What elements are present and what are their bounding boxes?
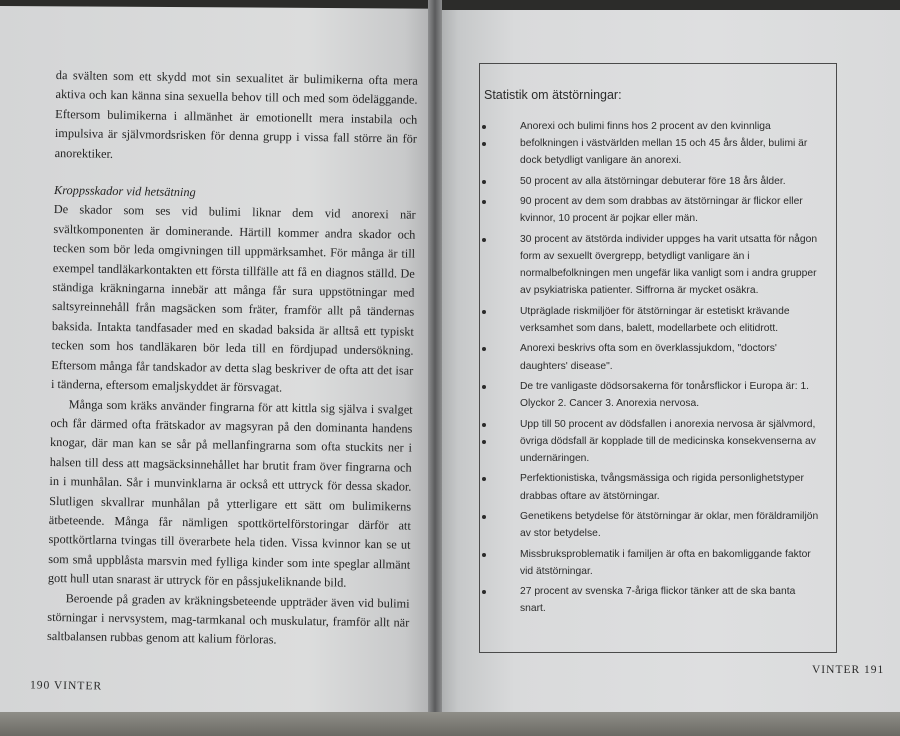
list-item: De tre vanligaste dödsorsakerna för tonårsflickor i Europa är: 1. Olyckor 2. Cancer 3. Anorexia nervosa. [480,378,820,412]
list-item: Missbruksproblematik i familjen är ofta en bakomliggande faktor vid ätstörningar. [480,546,820,580]
bullet-icon [482,238,486,242]
bullet-icon [482,347,486,351]
book-gutter [428,0,442,736]
bullet-icon [482,590,486,594]
paragraph-body: Många som kräks använder fingrarna för att kittla sig själva i svalget och får därmed ofta frätskador av magsyran på den dominanta handens knogar, där man kan se sår på mellanfingrarna som ofta stuckits ner i halsen till dess att magsäcksinnehållet har brutit fram över fingrarna och in i munhålan. Sår i munvinklarna är också ett uttryck för dessa skador. Slutligen skvallrar munhålan på ytterligare ett sätt om bulimikerns ätbeteende. Många får nämligen spottkörtelförstoringar därför att spottkörtlarna tvingas till överarbete hela tiden. Vissa kvinnor kan se ut som små uppblåsta marsvin med fylliga kinder som inte speglar allmänt gott hull utan snarast är uttryck för en påssjukeliknande bild. [47,396,413,590]
bullet-icon [482,440,486,444]
paragraph-continuation: da svälten som ett skydd mot sin sexualitet är bulimikerna ofta mera aktiva och kan känna sina sexuella behov till och med som ödeläggande. Eftersom bulimikerna i allmänhet är emotionellt mera instabila och impulsiva är självmordsrisken för denna grupp i vissa fall större än för anorektiker. [54,67,418,161]
left-page-text [47,66,418,652]
bullet-icon [482,125,486,129]
list-item: 27 procent av svenska 7-åriga flickor tänker att de ska banta snart. [480,583,820,617]
bullet-icon [482,180,486,184]
list-item: Upp till 50 procent av dödsfallen i anorexia nervosa är självmord, övriga dödsfall är kopplade till de medicinska konsekvenserna av undernäringen. [480,416,820,468]
bullet-icon [482,385,486,389]
bullet-icon [482,515,486,519]
list-item: 50 procent av alla ätstörningar debuterar före 18 års ålder. [480,173,820,190]
list-item: 30 procent av ätstörda individer uppges ha varit utsatta för någon form av sexuellt övergrepp, betydligt vanligare än i normalbefolkningen men ungefär lika vanligt som i andra grupper av psykiatriska patienter. Siffrorna är mycket osäkra. [480,231,820,300]
statistics-box-title: Statistik om ätstörningar: [484,88,622,102]
bullet-icon [482,553,486,557]
left-page-footer: 190 VINTER [29,679,103,693]
bullet-icon [482,423,486,427]
list-item: 90 procent av dem som drabbas av ätstörningar är flickor eller kvinnor, 10 procent är pojkar eller män. [480,193,820,227]
table-surface [0,712,900,736]
list-item: Anorexi och bulimi finns hos 2 procent av den kvinnliga befolkningen i västvärlden mellan 15 och 45 års ålder, bulimi är dock betydligt vanligare än anorexi. [480,118,820,170]
right-page-footer: VINTER 191 [812,664,885,676]
bullet-icon [482,310,486,314]
bullet-icon [482,142,486,146]
paragraph-body: De skador som ses vid bulimi liknar dem vid anorexi när svältkomponenten är dominerande. Härtill kommer andra skador och tecken som bör leda omgivningen till uppmärksamhet. För många är till exempel tandläkarkontakten ett första tillfälle att få en diagnos ställd. De ständiga kräkningarna innebär att många får sura uppstötningar med saltsyreinnehåll från magsäcken som fräter, framför allt på tändernas baksida. Intakta tandfasader med en skadad baksida är alltså ett typiskt tecken som hos tandläkaren bör leda till en fördjupad undersökning. Eftersom många får tandskador av detta slag beskriver de ofta att det isar i tänderna, eftersom emaljskyddet är försvagat. [50,202,416,395]
list-item: Utpräglade riskmiljöer för ätstörningar är estetiskt krävande verksamhet som dans, balett, modellarbete och elitidrott. [480,303,820,337]
bullet-icon [482,477,486,481]
section-subheading: Kroppsskador vid hetsätning [53,183,196,200]
list-item: Anorexi beskrivs ofta som en överklassjukdom, "doctors' daughters' disease". [480,340,820,374]
bullet-icon [482,200,486,204]
statistics-list [480,118,820,621]
paragraph-body: Beroende på graden av kräkningsbeteende uppträder även vid bulimi störningar i nervsystem, mag-tarmkanal och muskulatur, framför allt när saltbalansen rubbas genom att kalium förloras. [46,590,410,647]
list-item: Perfektionistiska, tvångsmässiga och rigida personlighetstyper drabbas oftare av ätstörningar. [480,470,820,504]
list-item: Genetikens betydelse för ätstörningar är oklar, men föräldramiljön av stor betydelse. [480,508,820,542]
